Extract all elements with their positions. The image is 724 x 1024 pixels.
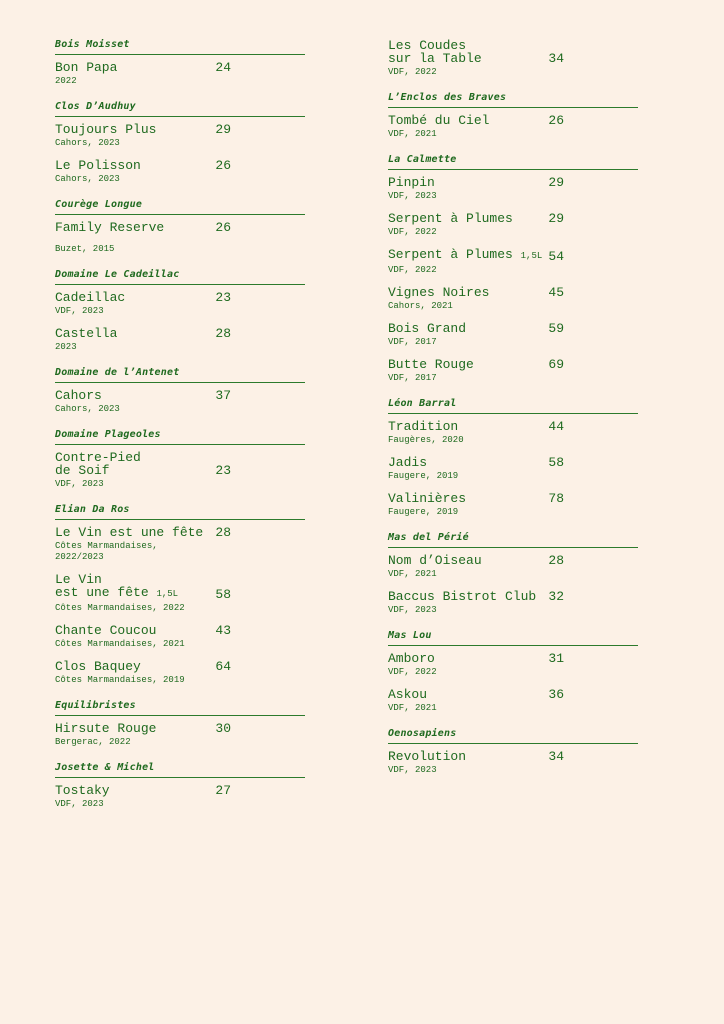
wine-price: 34	[548, 749, 564, 764]
wine-item	[388, 176, 638, 202]
wine-price: 45	[548, 285, 564, 300]
wine-price: 58	[548, 455, 564, 470]
producer-name: Elian Da Ros	[55, 504, 305, 520]
wine-name-text: Castella	[55, 326, 118, 341]
wine-origin-vintage: VDF, 2017	[388, 373, 437, 383]
wine-line	[55, 526, 231, 539]
producer-name: Equilibristes	[55, 700, 305, 716]
wine-size: 1,5L	[156, 589, 179, 599]
wine-price: 26	[548, 113, 564, 128]
left-column	[55, 39, 305, 824]
wine-price: 29	[548, 175, 564, 190]
wine-line	[55, 660, 231, 673]
wine-item	[55, 61, 305, 87]
wine-item	[388, 358, 638, 384]
producer-section	[388, 39, 638, 78]
producer-section	[388, 532, 638, 616]
wine-line	[388, 212, 564, 225]
wine-name	[388, 590, 548, 603]
wine-item	[55, 722, 305, 748]
wine-name-text: Jadis	[388, 455, 428, 470]
wine-name	[55, 660, 215, 673]
wine-name	[388, 688, 548, 701]
wine-item	[388, 688, 638, 714]
wine-name	[388, 358, 548, 371]
wine-price: 29	[215, 122, 231, 137]
wine-origin-vintage: VDF, 2021	[388, 129, 437, 139]
wine-line	[55, 389, 231, 402]
wine-line	[55, 624, 231, 637]
wine-item	[388, 554, 638, 580]
wine-name	[55, 451, 215, 477]
wine-item	[55, 624, 305, 650]
wine-name	[388, 652, 548, 665]
right-column	[388, 39, 638, 790]
wine-name	[55, 526, 215, 539]
wine-item	[388, 492, 638, 518]
wine-line	[388, 420, 564, 433]
producer-name: Clos D’Audhuy	[55, 101, 305, 117]
wine-line	[55, 61, 231, 74]
wine-name	[388, 176, 548, 189]
wine-origin-vintage: VDF, 2021	[388, 703, 437, 713]
wine-origin-vintage: Côtes Marmandaises, 2022/2023	[55, 541, 158, 562]
wine-name-text: Tostaky	[55, 783, 110, 798]
producer-section	[55, 504, 305, 686]
wine-name-text: Bois Grand	[388, 321, 467, 336]
wine-origin-vintage: Faugere, 2019	[388, 507, 459, 517]
wine-price: 69	[548, 357, 564, 372]
wine-item	[388, 322, 638, 348]
wine-origin-vintage: VDF, 2023	[55, 306, 104, 316]
wine-origin-vintage: VDF, 2017	[388, 337, 437, 347]
wine-origin-vintage: VDF, 2022	[388, 667, 437, 677]
wine-name-text: Hirsute Rouge	[55, 721, 157, 736]
wine-price: 27	[215, 783, 231, 798]
wine-line	[388, 492, 564, 505]
wine-line	[388, 358, 564, 371]
wine-item	[55, 573, 305, 614]
wine-name-text: Nom d’Oiseau	[388, 553, 482, 568]
wine-item	[388, 456, 638, 482]
wine-item	[55, 526, 305, 563]
wine-price: 34	[548, 51, 564, 66]
wine-price: 31	[548, 651, 564, 666]
producer-section	[388, 630, 638, 714]
wine-item	[55, 451, 305, 490]
wine-name-text: Amboro	[388, 651, 435, 666]
wine-origin-vintage: Faugères, 2020	[388, 435, 464, 445]
wine-line	[388, 322, 564, 335]
wine-origin-vintage: VDF, 2023	[388, 191, 437, 201]
wine-line	[388, 114, 564, 127]
wine-price: 30	[215, 721, 231, 736]
wine-line	[388, 176, 564, 189]
wine-origin-vintage: Côtes Marmandaises, 2022	[55, 603, 185, 613]
wine-origin-vintage: VDF, 2023	[55, 479, 104, 489]
wine-item	[388, 590, 638, 616]
wine-price: 64	[215, 659, 231, 674]
wine-price: 44	[548, 419, 564, 434]
wine-item	[388, 248, 638, 276]
wine-price: 54	[548, 249, 564, 264]
wine-line	[388, 688, 564, 701]
wine-line	[388, 456, 564, 469]
wine-price: 26	[215, 158, 231, 173]
wine-origin-vintage: VDF, 2023	[55, 799, 104, 809]
wine-name-text: Valinières	[388, 491, 467, 506]
wine-name-text: Vignes Noires	[388, 285, 490, 300]
wine-line	[55, 573, 231, 601]
wine-line	[55, 327, 231, 340]
producer-name: Bois Moisset	[55, 39, 305, 55]
wine-origin-vintage: VDF, 2023	[388, 765, 437, 775]
wine-item	[388, 420, 638, 446]
wine-name	[388, 286, 548, 299]
wine-line	[55, 722, 231, 735]
wine-name	[55, 389, 215, 402]
wine-origin-vintage: VDF, 2022	[388, 67, 437, 77]
wine-name	[388, 212, 548, 225]
wine-price: 26	[215, 220, 231, 235]
wine-name-text: Clos Baquey	[55, 659, 141, 674]
wine-name-text: Cadeillac	[55, 290, 126, 305]
wine-item	[388, 39, 638, 78]
wine-origin-vintage: VDF, 2023	[388, 605, 437, 615]
wine-name	[388, 114, 548, 127]
wine-item	[388, 286, 638, 312]
wine-price: 58	[215, 587, 231, 602]
wine-line	[55, 123, 231, 136]
wine-price: 37	[215, 388, 231, 403]
producer-section	[388, 92, 638, 140]
wine-name-text: Les Coudes sur la Table	[388, 38, 482, 66]
producer-name: Léon Barral	[388, 398, 638, 414]
wine-item	[55, 123, 305, 149]
wine-line	[388, 286, 564, 299]
wine-name-text: Toujours Plus	[55, 122, 157, 137]
wine-name-text: Serpent à Plumes	[388, 247, 513, 262]
wine-name	[55, 327, 215, 340]
wine-origin-vintage: Bergerac, 2022	[55, 737, 131, 747]
wine-line	[388, 554, 564, 567]
wine-price: 36	[548, 687, 564, 702]
wine-name	[388, 750, 548, 763]
wine-name-text: Askou	[388, 687, 428, 702]
producer-section	[55, 269, 305, 353]
wine-origin-vintage: VDF, 2022	[388, 265, 437, 275]
producer-name: La Calmette	[388, 154, 638, 170]
producer-name: Domaine Plageoles	[55, 429, 305, 445]
producer-section	[388, 154, 638, 384]
wine-origin-vintage: Cahors, 2023	[55, 404, 120, 414]
wine-name	[388, 248, 548, 263]
producer-section	[55, 762, 305, 810]
wine-line	[55, 221, 231, 234]
wine-price: 43	[215, 623, 231, 638]
wine-price: 24	[215, 60, 231, 75]
wine-line	[55, 451, 231, 477]
wine-origin-vintage: 2022	[55, 76, 77, 86]
wine-name	[388, 420, 548, 433]
wine-origin-vintage: Faugere, 2019	[388, 471, 459, 481]
wine-item	[55, 291, 305, 317]
wine-name-text: Chante Coucou	[55, 623, 157, 638]
wine-origin-vintage: Cahors, 2023	[55, 138, 120, 148]
wine-size: 1,5L	[520, 251, 543, 261]
wine-name	[55, 624, 215, 637]
wine-origin-vintage: Cahors, 2023	[55, 174, 120, 184]
wine-item	[55, 159, 305, 185]
producer-name: Oenosapiens	[388, 728, 638, 744]
wine-item	[55, 660, 305, 686]
wine-line	[388, 590, 564, 603]
wine-name	[55, 784, 215, 797]
wine-price: 28	[548, 553, 564, 568]
wine-line	[388, 750, 564, 763]
producer-name: Domaine de l’Antenet	[55, 367, 305, 383]
wine-price: 59	[548, 321, 564, 336]
wine-line	[388, 39, 564, 65]
wine-name	[55, 123, 215, 136]
wine-name	[55, 221, 215, 234]
producer-name: L’Enclos des Braves	[388, 92, 638, 108]
wine-price: 32	[548, 589, 564, 604]
wine-name-text: Le Vin est une fête	[55, 572, 149, 600]
wine-name	[55, 573, 215, 601]
wine-item	[55, 784, 305, 810]
wine-name	[55, 61, 215, 74]
wine-origin-vintage: VDF, 2021	[388, 569, 437, 579]
wine-name	[388, 554, 548, 567]
wine-origin-vintage: 2023	[55, 342, 77, 352]
wine-price: 28	[215, 326, 231, 341]
wine-price: 23	[215, 290, 231, 305]
wine-origin-vintage: Côtes Marmandaises, 2021	[55, 639, 185, 649]
producer-name: Courège Longue	[55, 199, 305, 215]
wine-name-text: Revolution	[388, 749, 467, 764]
producer-section	[55, 101, 305, 185]
wine-item	[388, 212, 638, 238]
wine-origin-vintage: Côtes Marmandaises, 2019	[55, 675, 185, 685]
producer-name: Mas del Périé	[388, 532, 638, 548]
wine-item	[55, 327, 305, 353]
wine-name-text: Contre-Pied de Soif	[55, 450, 141, 478]
wine-origin-vintage: Buzet, 2015	[55, 244, 115, 254]
wine-name	[55, 291, 215, 304]
wine-name	[388, 492, 548, 505]
producer-section	[55, 429, 305, 490]
wine-name	[55, 722, 215, 735]
producer-section	[388, 398, 638, 518]
wine-item	[55, 389, 305, 415]
wine-name	[388, 39, 548, 65]
wine-price: 23	[215, 463, 231, 478]
wine-price: 28	[215, 525, 231, 540]
producer-section	[55, 39, 305, 87]
producer-name: Mas Lou	[388, 630, 638, 646]
wine-name-text: Tombé du Ciel	[388, 113, 490, 128]
wine-name-text: Baccus Bistrot Club	[388, 589, 537, 604]
wine-price: 78	[548, 491, 564, 506]
producer-section	[55, 199, 305, 255]
wine-item	[388, 114, 638, 140]
wine-item	[388, 750, 638, 776]
wine-line	[55, 784, 231, 797]
wine-name-text: Cahors	[55, 388, 102, 403]
wine-name-text: Family Reserve	[55, 220, 165, 235]
wine-name-text: Pinpin	[388, 175, 435, 190]
wine-price: 29	[548, 211, 564, 226]
wine-name	[55, 159, 215, 172]
producer-section	[55, 367, 305, 415]
wine-origin-vintage: VDF, 2022	[388, 227, 437, 237]
wine-name	[388, 322, 548, 335]
wine-name-text: Le Vin est une fête	[55, 525, 204, 540]
wine-name-text: Bon Papa	[55, 60, 118, 75]
wine-name-text: Serpent à Plumes	[388, 211, 513, 226]
wine-name-text: Le Polisson	[55, 158, 141, 173]
wine-line	[55, 291, 231, 304]
producer-name: Domaine Le Cadeillac	[55, 269, 305, 285]
wine-line	[55, 159, 231, 172]
producer-name: Josette & Michel	[55, 762, 305, 778]
wine-name-text: Tradition	[388, 419, 459, 434]
wine-line	[388, 652, 564, 665]
wine-name-text: Butte Rouge	[388, 357, 474, 372]
wine-item	[55, 221, 305, 255]
producer-section	[388, 728, 638, 776]
producer-section	[55, 700, 305, 748]
wine-origin-vintage: Cahors, 2021	[388, 301, 453, 311]
wine-item	[388, 652, 638, 678]
wine-line	[388, 248, 564, 263]
wine-name	[388, 456, 548, 469]
